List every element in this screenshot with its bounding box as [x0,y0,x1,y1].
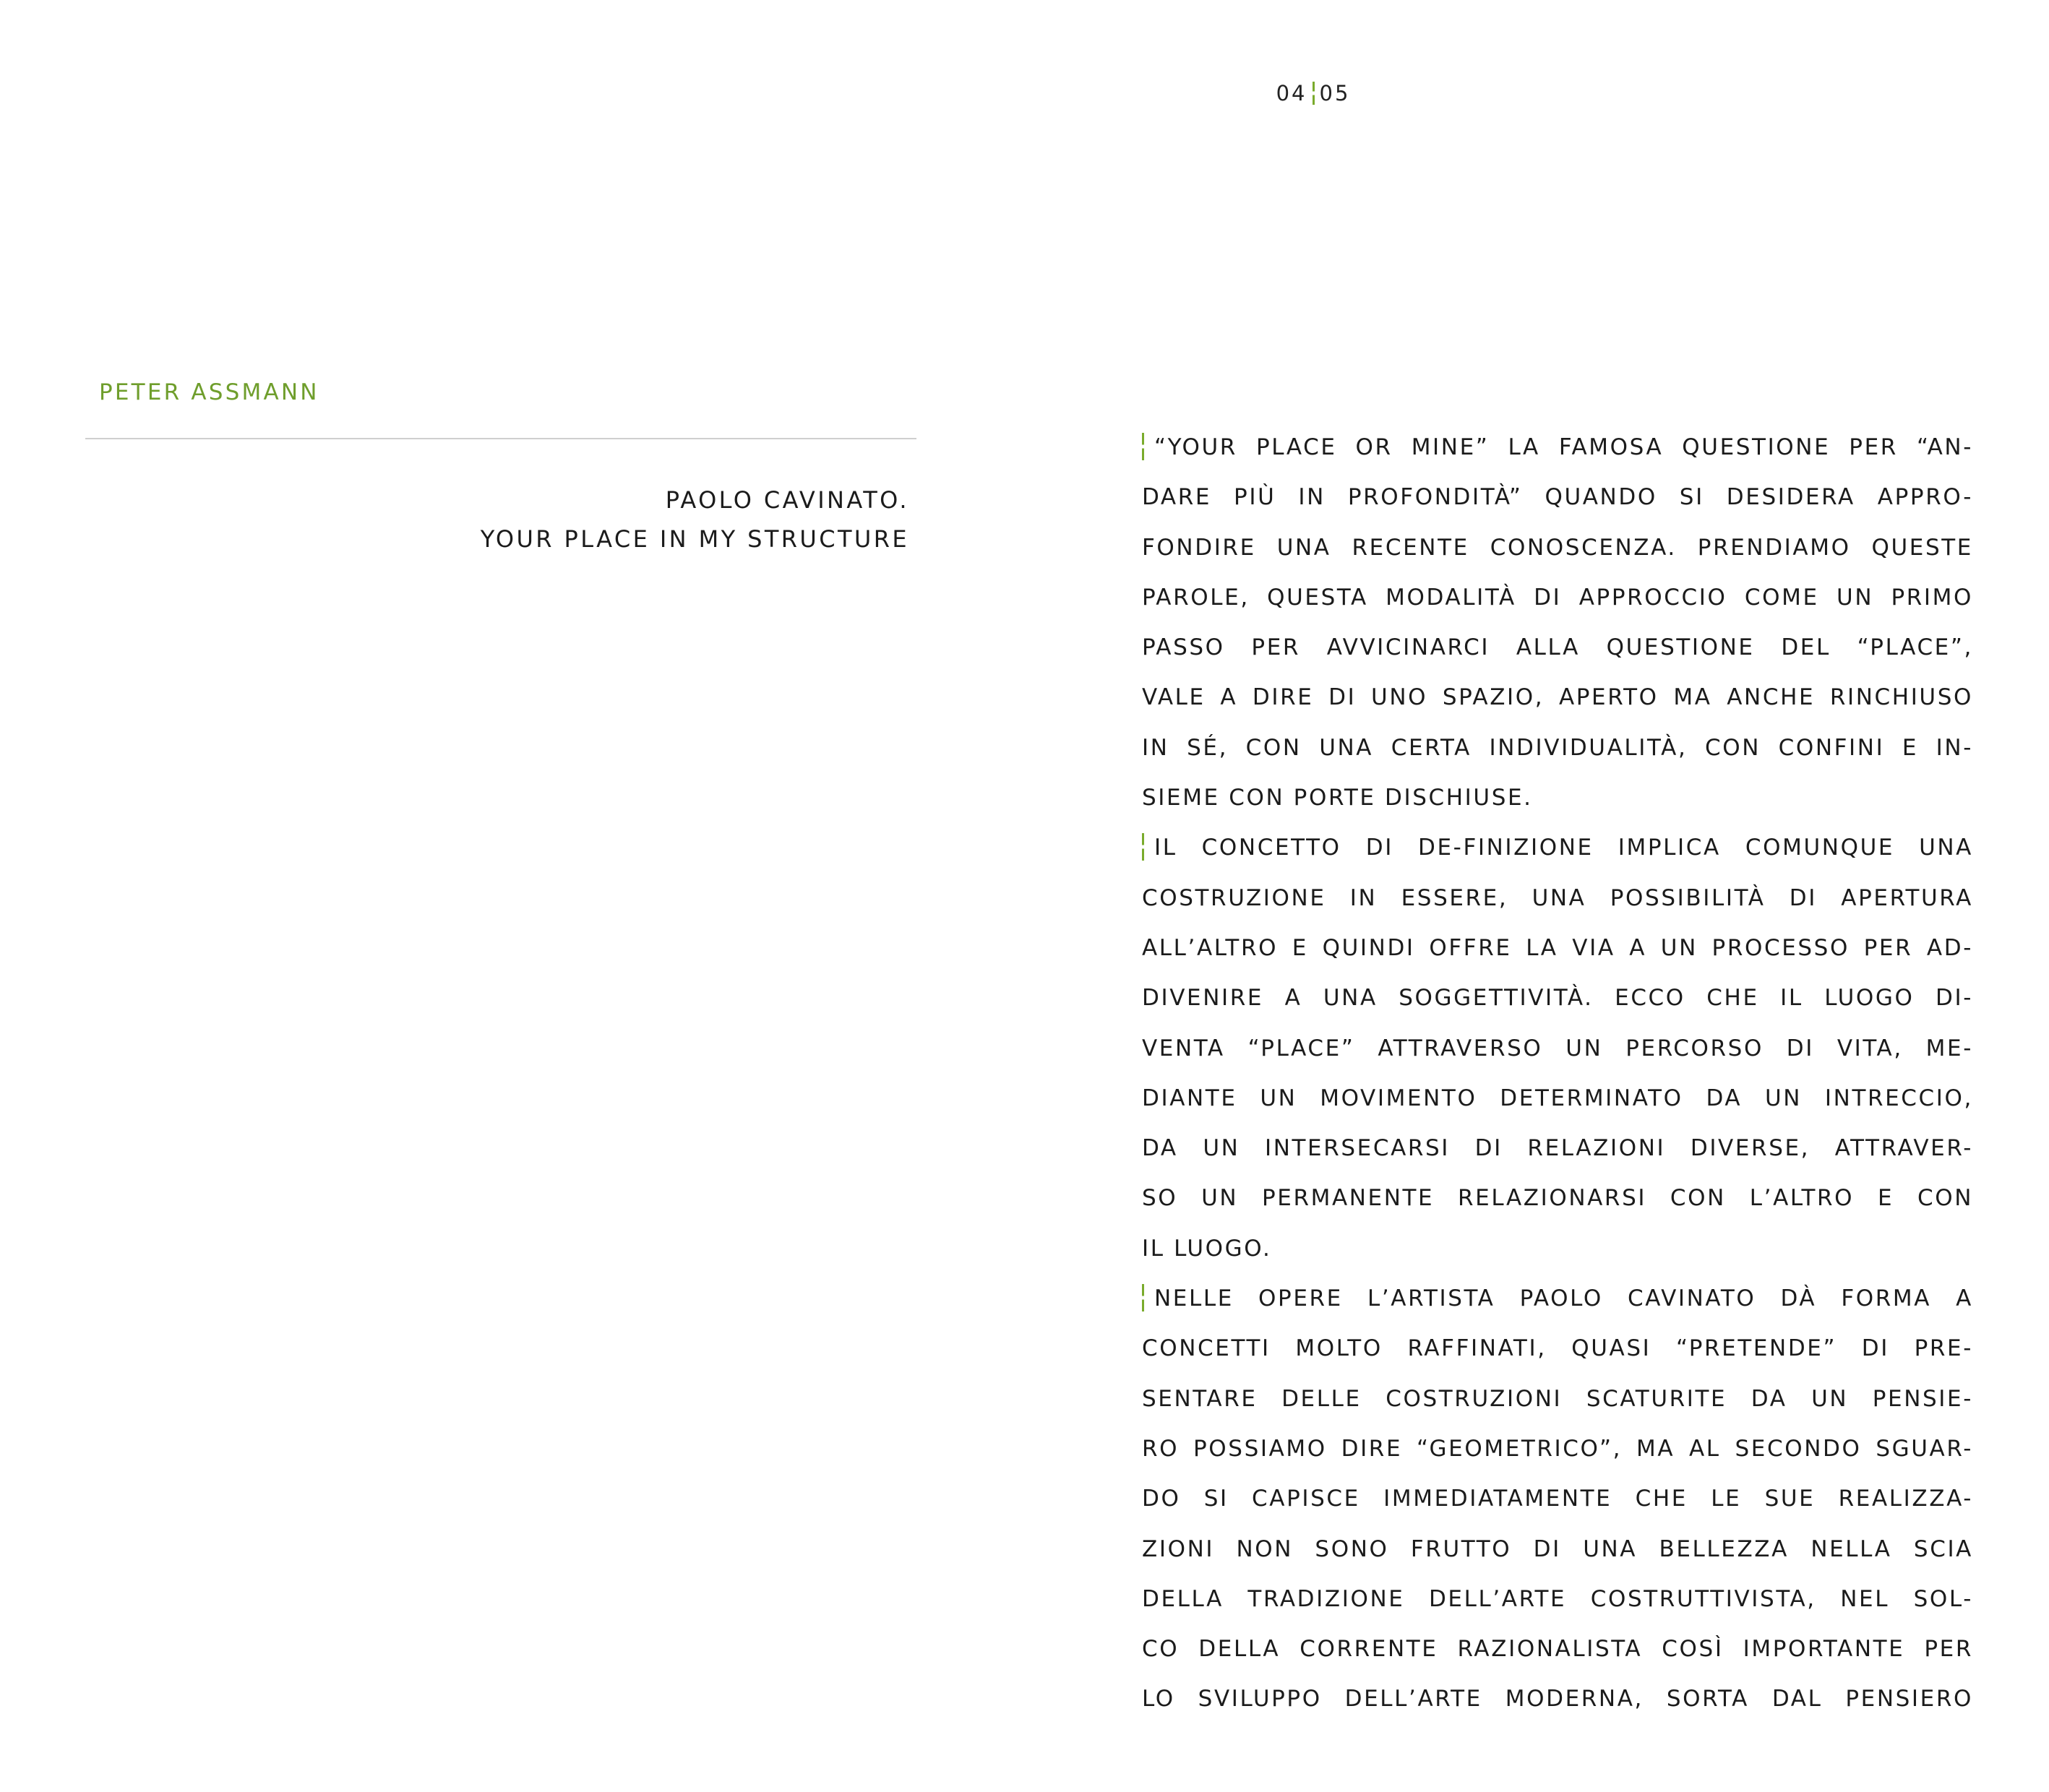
text-line: IL CONCETTO DI DE-FINIZIONE IMPLICA COMUNQUE UNA [1142,823,1973,873]
text-line: CO DELLA CORRENTE RAZIONALISTA COSÌ IMPORTANTE PER [1142,1636,1973,1663]
header-rule [85,438,916,439]
text-line: IN SÉ, CON UNA CERTA INDIVIDUALITÀ, CON CONFINI E IN- [1142,734,1973,761]
paragraph-marker [1142,433,1144,460]
text-line: DA UN INTERSECARSI DI RELAZIONI DIVERSE, ATTRAVER- [1142,1135,1973,1162]
title-line-2: YOUR PLACE IN MY STRUCTURE [480,525,909,553]
essay-body [1142,423,1973,1725]
page-number-left: 04 [1276,81,1307,105]
page-number-right: 05 [1319,81,1351,105]
paragraph-3 [1142,1274,1973,1725]
text-line: “YOUR PLACE OR MINE” LA FAMOSA QUESTIONE PER “AN- [1142,423,1973,473]
paragraph-marker [1142,833,1144,861]
essay-title [481,481,909,559]
text-line: COSTRUZIONE IN ESSERE, UNA POSSIBILITÀ DI APERTURA [1142,884,1973,911]
text-line: ALL’ALTRO E QUINDI OFFRE LA VIA A UN PROCESSO PER AD- [1142,934,1973,961]
text-line: PAROLE, QUESTA MODALITÀ DI APPROCCIO COME UN PRIMO [1142,584,1973,611]
text-line: CONCETTI MOLTO RAFFINATI, QUASI “PRETENDE” DI PRE- [1142,1335,1973,1362]
title-line-1: PAOLO CAVINATO. [665,486,909,514]
text-line: DARE PIÙ IN PROFONDITÀ” QUANDO SI DESIDERA APPRO- [1142,484,1973,511]
text-line: PASSO PER AVVICINARCI ALLA QUESTIONE DEL “PLACE”, [1142,634,1973,661]
paragraph-marker [1142,1284,1144,1311]
text-line: FONDIRE UNA RECENTE CONOSCENZA. PRENDIAMO QUESTE [1142,534,1973,561]
author-name: PETER ASSMANN [99,379,319,405]
text-line: DELLA TRADIZIONE DELL’ARTE COSTRUTTIVISTA, NEL SOL- [1142,1585,1973,1612]
text-line: VALE A DIRE DI UNO SPAZIO, APERTO MA ANCHE RINCHIUSO [1142,684,1973,711]
text-line: VENTA “PLACE” ATTRAVERSO UN PERCORSO DI VITA, ME- [1142,1035,1973,1061]
text-line: DIVENIRE A UNA SOGGETTIVITÀ. ECCO CHE IL LUOGO DI- [1142,985,1973,1012]
paragraph-2 [1142,823,1973,1274]
text-line: RO POSSIAMO DIRE “GEOMETRICO”, MA AL SECONDO SGUAR- [1142,1435,1973,1462]
text-line: LO SVILUPPO DELL’ARTE MODERNA, SORTA DAL PENSIERO [1142,1686,1973,1713]
text-line: DIANTE UN MOVIMENTO DETERMINATO DA UN INTRECCIO, [1142,1085,1973,1111]
text-line: SIEME CON PORTE DISCHIUSE. [1142,785,1533,811]
text-line: SENTARE DELLE COSTRUZIONI SCATURITE DA UN PENSIE- [1142,1385,1973,1412]
text-line: NELLE OPERE L’ARTISTA PAOLO CAVINATO DÀ FORMA A [1142,1274,1973,1324]
text-line: SO UN PERMANENTE RELAZIONARSI CON L’ALTRO E CON [1142,1185,1973,1212]
page-numbers [1266,81,1360,105]
text-line: IL LUOGO. [1142,1235,1272,1262]
text-line: DO SI CAPISCE IMMEDIATAMENTE CHE LE SUE REALIZZA- [1142,1486,1973,1512]
text-line: ZIONI NON SONO FRUTTO DI UNA BELLEZZA NELLA SCIA [1142,1535,1973,1562]
folio-divider [1313,82,1315,105]
paragraph-1 [1142,423,1973,823]
